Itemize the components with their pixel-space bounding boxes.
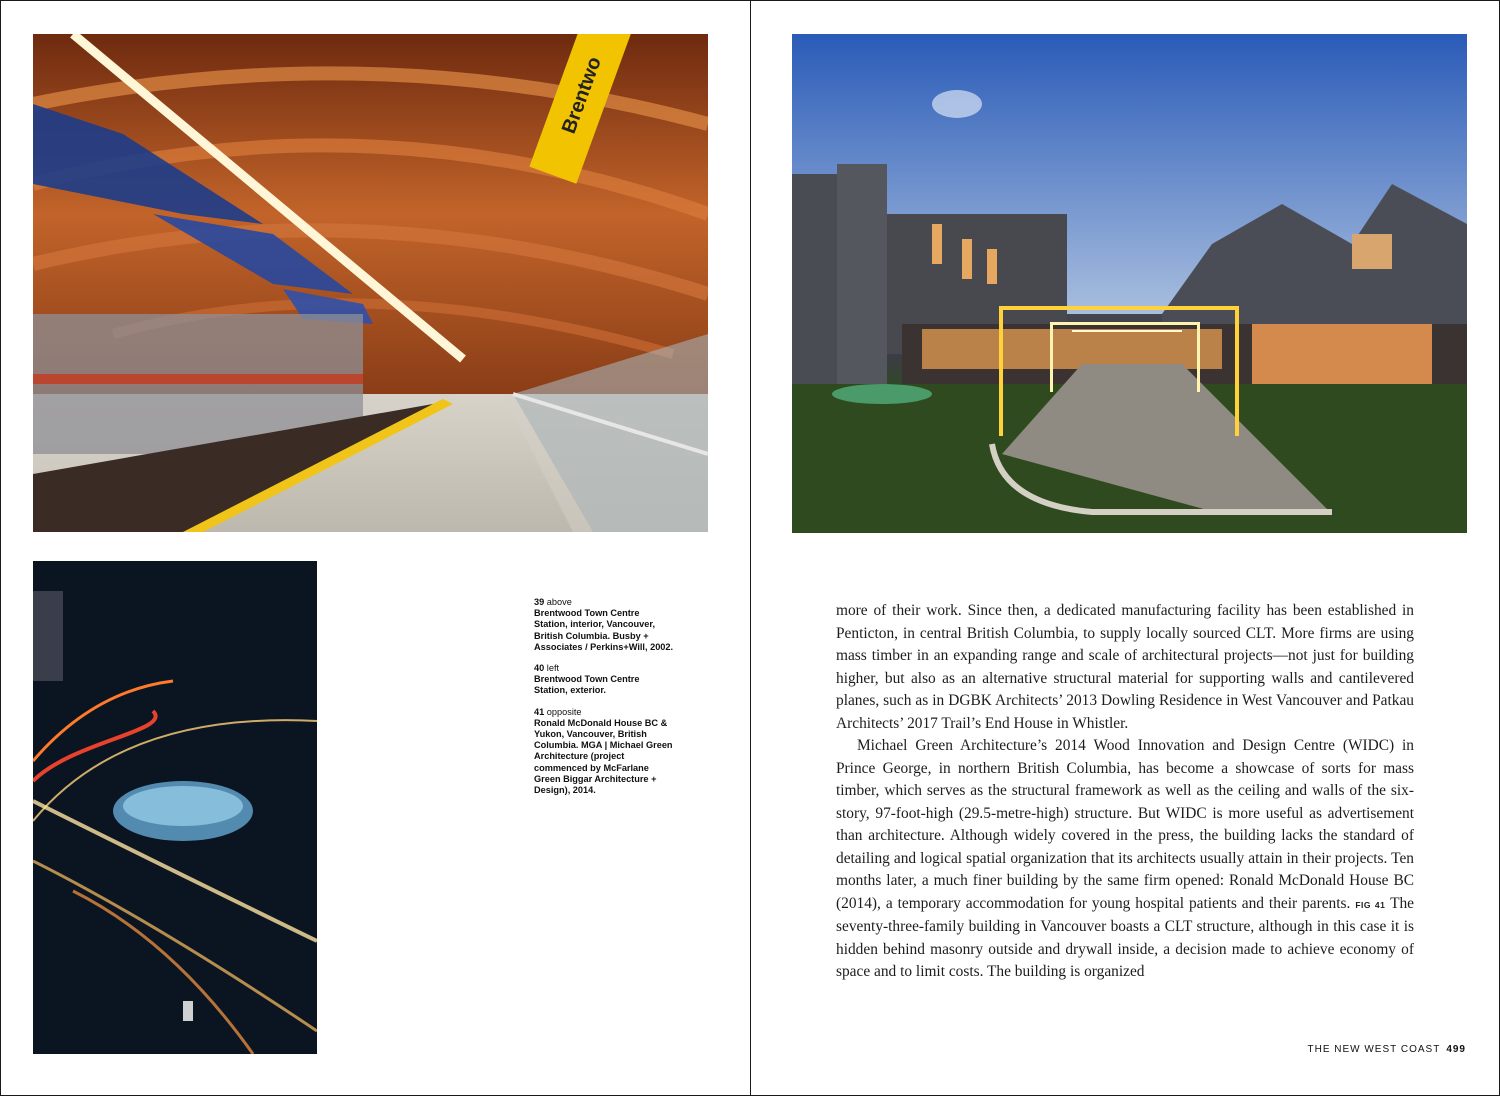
body-paragraph-text: The seventy-three-family building in Vancouver boasts a CLT structure, although in this case it is hidden behind masonry outside and drywall inside, a decision made to achieve economy of space and to limit costs. The building is organized bbox=[836, 894, 1414, 980]
ronald-mcdonald-house-photo bbox=[792, 34, 1467, 533]
figure-reference: FIG 41 bbox=[1355, 899, 1386, 910]
caption-block bbox=[534, 597, 674, 806]
caption-number: 40 bbox=[534, 663, 545, 674]
caption-number: 39 bbox=[534, 597, 545, 607]
caption-41 bbox=[534, 707, 674, 797]
station-exterior-illustration bbox=[33, 561, 317, 1054]
body-text bbox=[836, 600, 1414, 984]
caption-text: Brentwood Town Centre Station, exterior. bbox=[534, 674, 640, 696]
caption-position: left bbox=[546, 663, 560, 674]
body-paragraph-text: Michael Green Architecture’s 2014 Wood Innovation and Design Centre (WIDC) in Prince George, in northern British Columbia, has become a showcase of sorts for mass timber, which serves as the structural framework as well as the ceiling and walls of the six-story, 97-foot-high (29.5-metre-high) structure. But WIDC is more useful as advertisement than architecture. Although widely covered in the press, the building lacks the standard of detailing and logical spatial organization that its architects usually attain in their projects. Ten months later, a much finer building by the same firm opened: Ronald McDonald House BC (2014), a temporary accommodation for young hospital patients and their parents. bbox=[836, 737, 1414, 912]
caption-number: 41 bbox=[534, 706, 545, 717]
station-interior-photo bbox=[33, 34, 708, 532]
caption-position: above bbox=[546, 597, 572, 607]
page-number: 499 bbox=[1446, 1044, 1466, 1055]
caption-text: Ronald McDonald House BC & Yukon, Vancouver, British Columbia. MGA | Michael Green Architecture (project commenced by McFarlane Green Biggar Architecture + Design), 2014. bbox=[534, 717, 673, 796]
caption-40 bbox=[534, 663, 674, 697]
frame-border bbox=[0, 0, 1, 1096]
station-sign-text: Brentwo bbox=[557, 53, 606, 137]
caption-position: opposite bbox=[546, 706, 582, 717]
page-gutter bbox=[750, 0, 751, 1096]
caption-text: Brentwood Town Centre Station, interior, Vancouver, British Columbia. Busby + Associates / Perkins+Will, 2002. bbox=[534, 608, 674, 652]
ronald-mcdonald-house-illustration bbox=[792, 34, 1467, 533]
running-head: THE NEW WEST COAST bbox=[1307, 1044, 1441, 1055]
body-paragraph bbox=[836, 735, 1414, 984]
folio bbox=[1307, 1044, 1466, 1055]
body-paragraph: more of their work. Since then, a dedicated manufacturing facility has been established in Penticton, in central British Columbia, to supply locally sourced CLT. More firms are using mass timber in an expanding range and scale of architectural projects—not just for building higher, but also as an alternative structural material for supporting walls and cantilevered planes, such as in DGBK Architects’ 2013 Dowling Residence in West Vancouver and Patkau Architects’ 2017 Trail’s End House in Whistler. bbox=[836, 602, 1414, 732]
station-exterior-photo bbox=[33, 561, 317, 1054]
caption-39 bbox=[534, 597, 674, 653]
station-interior-illustration bbox=[33, 34, 708, 532]
